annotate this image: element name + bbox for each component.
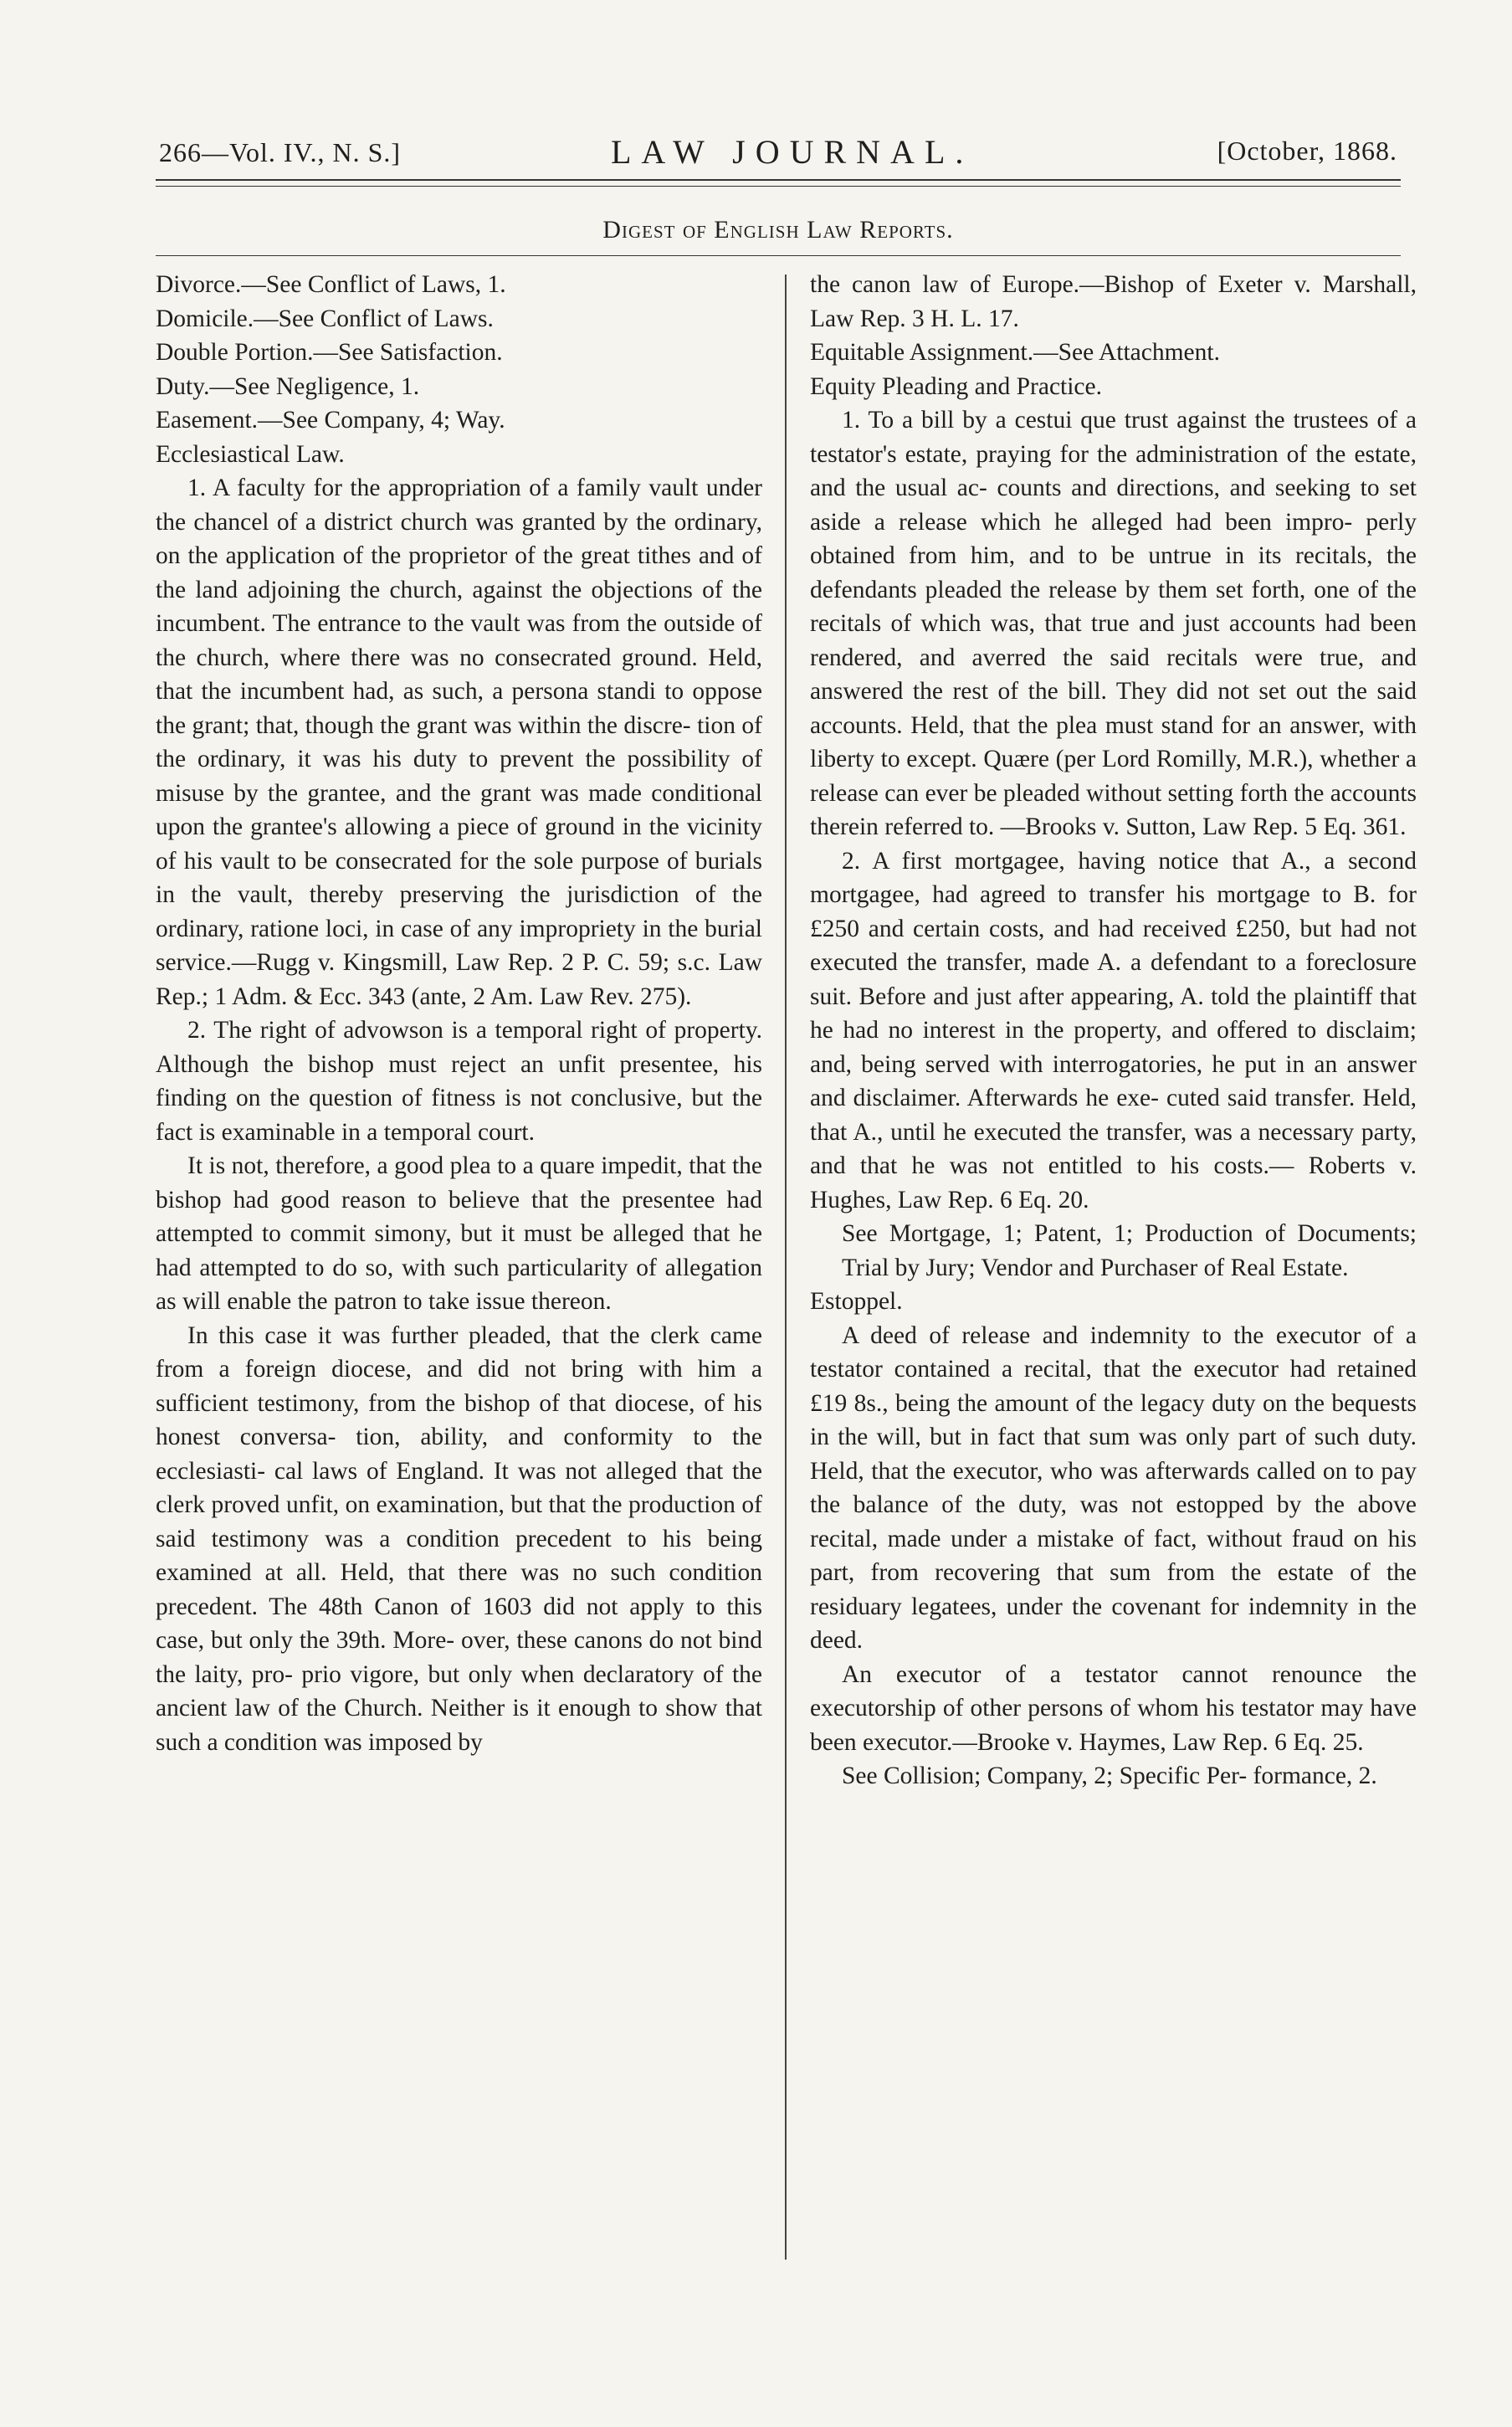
paragraph: A deed of release and indemnity to the executor of a testator contained a recital, that the executor had retained £19 8s., being the amount of the legacy duty on the bequests in the will, but in fact that sum was only part of such duty. Held, that the executor, who was afterwards called on to pay the balance of the duty, was not estopped by the above recital, made under a mistake of fact, without fraud on his part, from recovering that sum from the estate of the residuary legatees, under the covenant for indemnity in the deed. bbox=[810, 1321, 1417, 1654]
paragraph: An executor of a testator cannot renounce the executorship of other persons of whom his testator may have been executor.—Brooke v. Haymes, Law Rep. 6 Eq. 25. bbox=[810, 1660, 1417, 1756]
cross-reference: See Collision; Company, 2; Specific Per- formance, 2. bbox=[842, 1763, 1377, 1789]
journal-title: LAW JOURNAL. bbox=[611, 133, 974, 171]
paragraph: In this case it was further pleaded, that the clerk came from a foreign diocese, and did not bring with him a sufficient testimony, from the bishop of that diocese, of his honest conversa- tion, ability, and conformity to the ecclesiasti- cal laws of England. It was not alleged that the clerk proved unfit, on examination, but that the production of said testimony was a condition precedent to his being examined at all. Held, that there was no such condition precedent. The 48th Canon of 1603 did not apply to this case, but only the 39th. More- over, these canons do not bind the laity, pro- prio vigore, but only when declaratory of the ancient law of the Church. Neither is it enough to show that such a condition was imposed by bbox=[156, 1321, 762, 1756]
header-rule-bottom bbox=[156, 186, 1401, 187]
paragraph: 2. A first mortgagee, having notice that A., a second mortgagee, had agreed to transfer his mortgage to B. for £250 and certain costs, and had received £250, but had not executed the transfer, made A. a defendant to a foreclosure suit. Before and just after appearing, A. told the plaintiff that he had no interest in the property, and offered to disclaim; and, being served with interrogatories, he put in an answer and disclaimer. Afterwards he exe- cuted said transfer. Held, that A., until he executed the transfer, was a necessary party, and that he was not entitled to his costs.— Roberts v. Hughes, Law Rep. 6 Eq. 20. bbox=[810, 847, 1417, 1214]
paragraph: 1. A faculty for the appropriation of a family vault under the chancel of a district church was granted by the ordinary, on the application of the proprietor of the great tithes and of the land adjoining the church, against the objections of the incumbent. The entrance to the vault was from the outside of the church, where there was no consecrated ground. Held, that the incumbent had, as such, a persona standi to oppose the grant; that, though the grant was within the discre- tion of the ordinary, it was his duty to prevent the possibility of misuse by the grantee, and the grant was made conditional upon the grantee's allowing a piece of ground in the vicinity of his vault to be consecrated for the sole purpose of burials in the vault, thereby preserving the jurisdiction of the ordinary, ratione loci, in case of any impropriety in the burial service.—Rugg v. Kingsmill, Law Rep. 2 P. C. 59; s.c. Law Rep.; 1 Adm. & Ecc. 343 (ante, 2 Am. Law Rev. 275). bbox=[156, 475, 762, 1010]
paragraph-continuation: the canon law of Europe.—Bishop of Exeter v. Marshall, Law Rep. 3 H. L. 17. bbox=[810, 271, 1417, 332]
digest-entry: Divorce.—See Conflict of Laws, 1. bbox=[156, 271, 506, 298]
cross-reference: See Mortgage, 1; Patent, 1; Production of Documents; Trial by Jury; Vendor and Purchaser of Real Estate. bbox=[842, 1220, 1417, 1281]
digest-entry: Equitable Assignment.—See Attachment. bbox=[810, 339, 1220, 366]
digest-entry: Domicile.—See Conflict of Laws. bbox=[156, 305, 494, 332]
digest-entry: Double Portion.—See Satisfaction. bbox=[156, 339, 503, 366]
subtitle-rule bbox=[156, 255, 1401, 256]
paragraph: 2. The right of advowson is a temporal right of property. Although the bishop must reject an unfit presentee, his finding on the question of fitness is not conclusive, but the fact is examinable in a temporal court. bbox=[156, 1017, 762, 1146]
digest-entry: Duty.—See Negligence, 1. bbox=[156, 372, 420, 400]
header-rule-top bbox=[156, 179, 1401, 181]
section-heading: Estoppel. bbox=[810, 1288, 903, 1315]
paragraph: 1. To a bill by a cestui que trust against the trustees of a testator's estate, praying for the administration of the estate, and the usual ac- counts and directions, and seeking to set aside a release which he alleged had been impro- perly obtained from him, and to be untrue in its recitals, the defendants pleaded the release by them set forth, one of the recitals of which was, that true and just accounts had been rendered, and averred the said recitals were true, and answered the rest of the bill. They did not set out the said accounts. Held, that the plea must stand for an answer, with liberty to except. Quære (per Lord Romilly, M.R.), whether a release can ever be pleaded without setting forth the accounts therein referred to. —Brooks v. Sutton, Law Rep. 5 Eq. 361. bbox=[810, 407, 1417, 840]
paragraph: It is not, therefore, a good plea to a quare impedit, that the bishop had good reason to believe that the presentee had attempted to commit simony, but it must be alleged that he had attempted to do so, with such particularity of allegation as will enable the patron to take issue thereon. bbox=[156, 1152, 762, 1315]
column-divider bbox=[785, 275, 787, 2260]
section-heading: Ecclesiastical Law. bbox=[156, 440, 345, 468]
running-header bbox=[159, 132, 1397, 174]
page-volume-label: 266—Vol. IV., N. S.] bbox=[159, 137, 402, 167]
right-column bbox=[810, 268, 1417, 1793]
left-column bbox=[156, 268, 762, 1759]
section-heading: Equity Pleading and Practice. bbox=[810, 372, 1102, 400]
digest-entry: Easement.—See Company, 4; Way. bbox=[156, 407, 505, 434]
section-title: Digest of English Law Reports. bbox=[602, 216, 954, 244]
issue-date: [October, 1868. bbox=[1217, 136, 1397, 166]
